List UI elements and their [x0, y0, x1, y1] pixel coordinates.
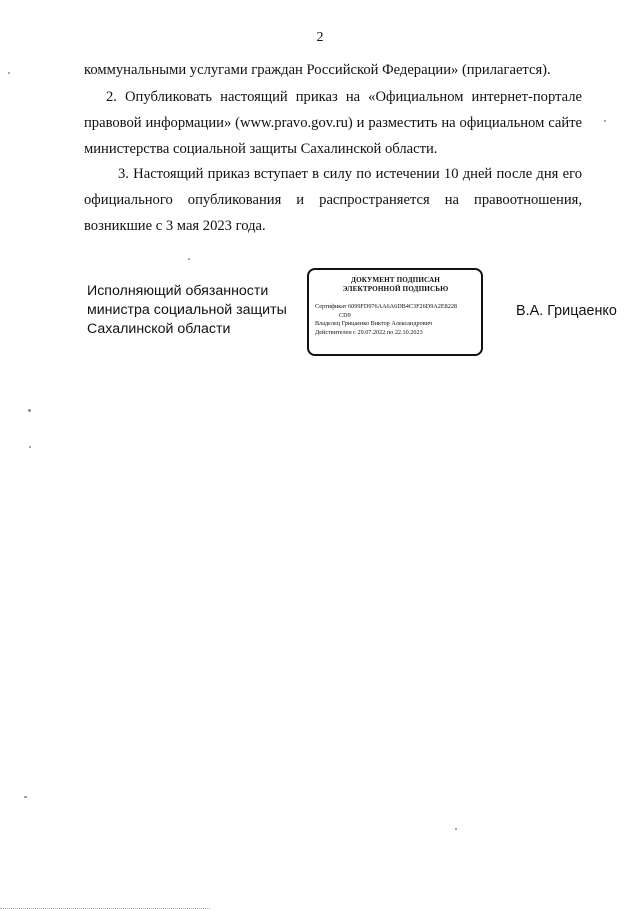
certificate-value-continued: CD9	[339, 311, 351, 319]
signer-name: В.А. Грицаенко	[516, 303, 617, 319]
signatory-line-2: министра социальной защиты	[87, 302, 287, 318]
scan-speck	[604, 120, 606, 122]
scan-speck	[188, 258, 190, 260]
stamp-title-2: ЭЛЕКТРОННОЙ ПОДПИСЬЮ	[342, 285, 449, 293]
owner-value: Грицаенко Виктор Александрович	[341, 320, 433, 327]
paragraph-block-3	[84, 161, 582, 239]
paragraph-block-2	[84, 84, 582, 162]
certificate-value: 6099FD976AA6A6DB4C3F26D9A2E8228	[348, 303, 458, 310]
signatory-line-3: Сахалинской области	[87, 321, 231, 337]
stamp-validity: Действителен с 29.07.2022 по 22.10.2023	[315, 328, 423, 336]
owner-label: Владелец	[315, 320, 341, 327]
scan-speck	[8, 72, 10, 74]
stamp-certificate	[315, 303, 476, 312]
paragraph-2: 2. Опубликовать настоящий приказ на «Официальном интернет-портале правовой информации» (www.pravo.gov.ru) и разместить на официальном сайте министерства социальной защиты Сахалинской области.	[84, 89, 582, 157]
certificate-label: Сертификат	[315, 303, 347, 310]
scan-speck	[24, 796, 27, 798]
paragraph-3: 3. Настоящий приказ вступает в силу по истечении 10 дней после дня его официального опубликования и распространяется на правоотношения, возникшие с 3 мая 2023 года.	[84, 166, 582, 234]
bottom-scan-edge	[0, 908, 210, 910]
scan-speck	[455, 828, 457, 830]
paragraph-1: коммунальными услугами граждан Российской Федерации» (прилагается).	[84, 62, 551, 78]
stamp-owner	[315, 320, 476, 329]
page-number: 2	[316, 30, 324, 45]
paragraph-continuation	[84, 57, 582, 83]
electronic-signature-stamp	[307, 268, 483, 356]
stamp-title-1: ДОКУМЕНТ ПОДПИСАН	[351, 276, 440, 284]
signatory-line-1: Исполняющий обязанности	[87, 283, 269, 299]
signatory-title	[87, 282, 292, 339]
scan-speck	[28, 409, 31, 412]
scan-speck	[29, 446, 31, 448]
